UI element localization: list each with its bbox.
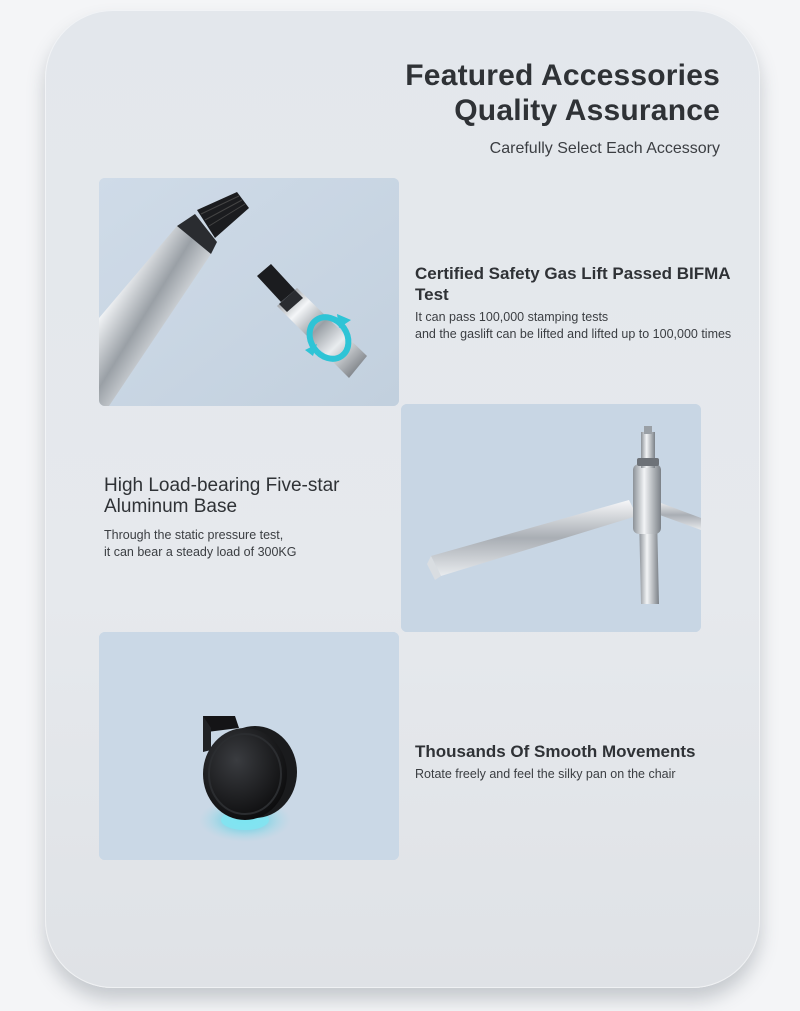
five-star-base-photo [401, 404, 701, 632]
feature-gas-lift-description [415, 309, 760, 343]
page-title [405, 58, 720, 128]
feature-smooth-movements [415, 741, 755, 783]
feature-gas-lift-line-2: and the gaslift can be lifted and lifted up to 100,000 times [415, 327, 732, 341]
title-line-1: Featured Accessories [405, 59, 720, 92]
feature-gas-lift-line-1: It can pass 100,000 stamping tests [415, 310, 609, 324]
feature-smooth-movements-description: Rotate freely and feel the silky pan on the chair [415, 767, 676, 781]
feature-aluminum-base-line-2: it can bear a steady load of 300KG [104, 545, 297, 559]
feature-aluminum-base-line-1: Through the static pressure test, [104, 528, 284, 542]
caster-wheel-photo [99, 632, 399, 860]
header [405, 58, 720, 158]
feature-aluminum-base-title-line-1: High Load-bearing Five-star [104, 475, 340, 496]
feature-gas-lift [415, 263, 760, 343]
title-line-2: Quality Assurance [454, 94, 720, 127]
feature-aluminum-base-title-line-2: Aluminum Base [104, 496, 238, 517]
feature-gas-lift-title: Certified Safety Gas Lift Passed BIFMA Test [415, 264, 730, 304]
feature-aluminum-base-description [104, 527, 384, 561]
gas-lift-photo [99, 178, 399, 406]
page-subtitle: Carefully Select Each Accessory [489, 140, 720, 157]
feature-smooth-movements-title: Thousands Of Smooth Movements [415, 742, 696, 761]
feature-aluminum-base-title [104, 475, 384, 517]
feature-aluminum-base [104, 475, 384, 561]
